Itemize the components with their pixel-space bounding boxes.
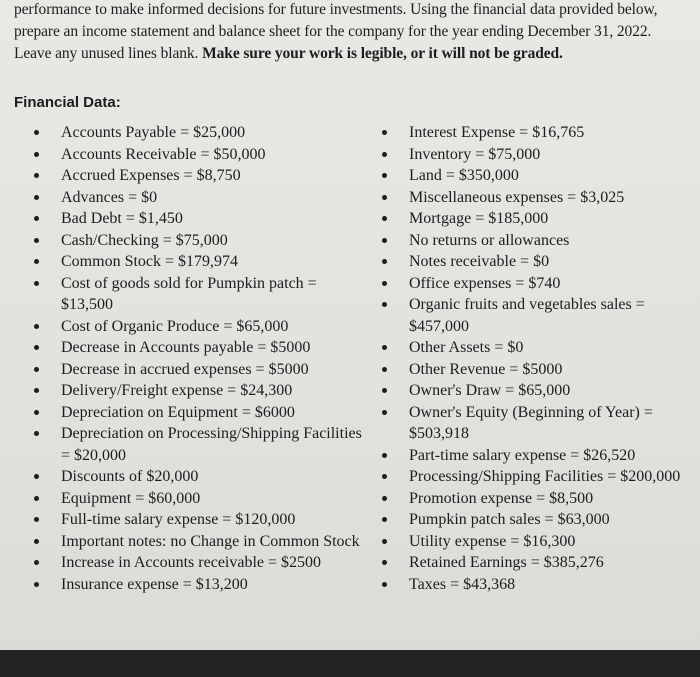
list-item: Owner's Draw = $65,000 bbox=[382, 380, 687, 402]
bullet-icon bbox=[34, 130, 39, 135]
list-item: Organic fruits and vegetables sales = $457,000 bbox=[382, 294, 687, 337]
list-item: Cash/Checking = $75,000 bbox=[34, 230, 364, 252]
list-item: Bad Debt = $1,450 bbox=[34, 208, 364, 230]
bottom-edge-bar bbox=[0, 650, 700, 677]
list-item: Other Revenue = $5000 bbox=[382, 359, 687, 381]
list-item: Insurance expense = $13,200 bbox=[34, 574, 364, 596]
list-item: Important notes: no Change in Common Stock bbox=[34, 531, 364, 553]
bullet-icon bbox=[382, 517, 387, 522]
list-item: Advances = $0 bbox=[34, 187, 364, 209]
bullet-icon bbox=[34, 195, 39, 200]
bullet-icon bbox=[34, 216, 39, 221]
bullet-icon bbox=[34, 152, 39, 157]
bullet-icon bbox=[34, 281, 39, 286]
bullet-icon bbox=[382, 238, 387, 243]
list-item: Pumpkin patch sales = $63,000 bbox=[382, 509, 687, 531]
financial-data-list-left bbox=[34, 122, 364, 595]
legibility-warning: Make sure your work is legible, or it will not be graded. bbox=[202, 45, 563, 62]
list-item: Miscellaneous expenses = $3,025 bbox=[382, 187, 687, 209]
bullet-icon bbox=[382, 539, 387, 544]
financial-data-heading: Financial Data: bbox=[14, 94, 121, 111]
list-item: Decrease in accrued expenses = $5000 bbox=[34, 359, 364, 381]
bullet-icon bbox=[34, 388, 39, 393]
bullet-icon bbox=[34, 560, 39, 565]
bullet-icon bbox=[34, 259, 39, 264]
list-item: Promotion expense = $8,500 bbox=[382, 488, 687, 510]
bullet-icon bbox=[34, 367, 39, 372]
list-item: Accrued Expenses = $8,750 bbox=[34, 165, 364, 187]
list-item: Accounts Receivable = $50,000 bbox=[34, 144, 364, 166]
bullet-icon bbox=[34, 345, 39, 350]
bullet-icon bbox=[382, 345, 387, 350]
bullet-icon bbox=[34, 238, 39, 243]
bullet-icon bbox=[382, 410, 387, 415]
bullet-icon bbox=[34, 496, 39, 501]
bullet-icon bbox=[34, 431, 39, 436]
list-item: Processing/Shipping Facilities = $200,000 bbox=[382, 466, 687, 488]
list-item: Mortgage = $185,000 bbox=[382, 208, 687, 230]
list-item: Office expenses = $740 bbox=[382, 273, 687, 295]
bullet-icon bbox=[382, 173, 387, 178]
list-item: Discounts of $20,000 bbox=[34, 466, 364, 488]
bullet-icon bbox=[34, 173, 39, 178]
list-item: Increase in Accounts receivable = $2500 bbox=[34, 552, 364, 574]
list-item: Decrease in Accounts payable = $5000 bbox=[34, 337, 364, 359]
bullet-icon bbox=[382, 152, 387, 157]
bullet-icon bbox=[34, 410, 39, 415]
bullet-icon bbox=[382, 367, 387, 372]
list-item: Taxes = $43,368 bbox=[382, 574, 687, 596]
bullet-icon bbox=[382, 216, 387, 221]
bullet-icon bbox=[34, 517, 39, 522]
bullet-icon bbox=[382, 302, 387, 307]
list-item: Depreciation on Processing/Shipping Facilities = $20,000 bbox=[34, 423, 364, 466]
list-item: Notes receivable = $0 bbox=[382, 251, 687, 273]
bullet-icon bbox=[382, 388, 387, 393]
bullet-icon bbox=[382, 281, 387, 286]
bullet-icon bbox=[382, 130, 387, 135]
list-item: No returns or allowances bbox=[382, 230, 687, 252]
bullet-icon bbox=[34, 582, 39, 587]
list-item: Owner's Equity (Beginning of Year) = $503,918 bbox=[382, 402, 687, 445]
bullet-icon bbox=[382, 259, 387, 264]
list-item: Equipment = $60,000 bbox=[34, 488, 364, 510]
list-item: Accounts Payable = $25,000 bbox=[34, 122, 364, 144]
bullet-icon bbox=[382, 453, 387, 458]
bullet-icon bbox=[34, 539, 39, 544]
bullet-icon bbox=[382, 496, 387, 501]
list-item: Other Assets = $0 bbox=[382, 337, 687, 359]
bullet-icon bbox=[382, 195, 387, 200]
instructions-paragraph bbox=[14, 0, 684, 65]
list-item: Depreciation on Equipment = $6000 bbox=[34, 402, 364, 424]
list-item: Interest Expense = $16,765 bbox=[382, 122, 687, 144]
bullet-icon bbox=[382, 560, 387, 565]
list-item: Full-time salary expense = $120,000 bbox=[34, 509, 364, 531]
bullet-icon bbox=[382, 582, 387, 587]
list-item: Cost of goods sold for Pumpkin patch = $13,500 bbox=[34, 273, 364, 316]
bullet-icon bbox=[34, 324, 39, 329]
list-item: Delivery/Freight expense = $24,300 bbox=[34, 380, 364, 402]
list-item: Common Stock = $179,974 bbox=[34, 251, 364, 273]
list-item: Part-time salary expense = $26,520 bbox=[382, 445, 687, 467]
list-item: Utility expense = $16,300 bbox=[382, 531, 687, 553]
list-item: Retained Earnings = $385,276 bbox=[382, 552, 687, 574]
bullet-icon bbox=[34, 474, 39, 479]
financial-data-list-right bbox=[382, 122, 687, 595]
instructions-text: performance to make informed decisions for future investments. Using the financial data provided below, prepare an income statement and balance sheet for the company for the year ending December 31, 2022. Leave any unused lines blank. bbox=[14, 1, 658, 62]
list-item: Inventory = $75,000 bbox=[382, 144, 687, 166]
list-item: Cost of Organic Produce = $65,000 bbox=[34, 316, 364, 338]
list-item: Land = $350,000 bbox=[382, 165, 687, 187]
bullet-icon bbox=[382, 474, 387, 479]
